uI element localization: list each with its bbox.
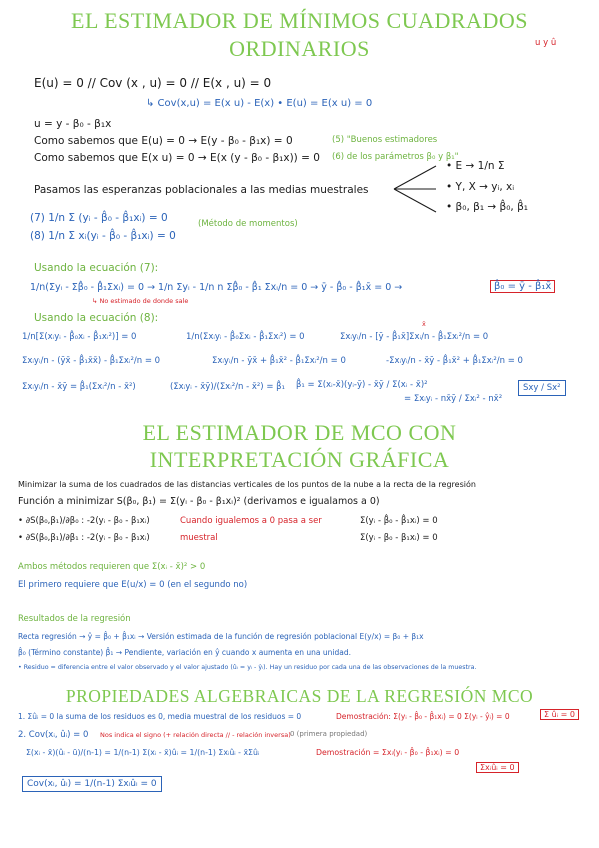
bullet-expectation: • E → 1/n Σ	[446, 160, 505, 172]
moment-condition-6: Como sabemos que E(x u) = 0 → E(x (y - β₀ - β₁x)) = 0	[34, 152, 320, 164]
error-definition: u = y - β₀ - β₁x	[34, 118, 112, 130]
bullet-parameters: • β₀, β₁ → β̂₀, β̂₁	[446, 201, 528, 213]
derivation-8-note: x̄	[422, 320, 426, 328]
property-2-first-property: 0 (primera propiedad)	[290, 730, 368, 738]
heading-equation-8: Usando la ecuación (8):	[34, 312, 159, 324]
derivation-8-row2-a: Σxᵢyᵢ/n - (ȳx̄ - β̂₁x̄x̄) - β̂₁Σxᵢ²/n = 0	[22, 356, 161, 366]
derivation-8-row2-c: -Σxᵢyᵢ/n - x̄ȳ - β̂₁x̄² + β̂₁Σxᵢ²/n = 0	[386, 356, 523, 366]
derivation-8-row1-a: 1/n[Σ(xᵢyᵢ - β̂₀xᵢ - β̂₁xᵢ²)] = 0	[22, 332, 137, 342]
property-2-proof: Demostración = Σxᵢ(yᵢ - β̂₀ - β̂₁xᵢ) = 0	[316, 748, 460, 757]
property-2-result: Cov(xᵢ, ûᵢ) = 1/(n-1) Σxᵢûᵢ = 0	[22, 776, 162, 792]
property-1-result: Σ ûᵢ = 0	[540, 709, 579, 720]
derivative-beta0: • ∂S(β₀,β₁)/∂β₀ : -2(yᵢ - β₀ - β₁xᵢ)	[18, 516, 150, 526]
property-1-proof: Demostración: Σ(yᵢ - β̂₀ - β̂₁xᵢ) = 0 Σ(yᵢ - ŷᵢ) = 0	[336, 712, 510, 721]
heading-equation-7: Usando la ecuación (7):	[34, 262, 159, 274]
title-2-line-1: EL ESTIMADOR DE MCO CON	[142, 420, 457, 445]
sample-means-line: Pasamos las esperanzas poblacionales a las medias muestrales	[34, 184, 369, 196]
property-2: 2. Cov(xᵢ, ûᵢ) = 0	[18, 730, 89, 740]
covariance-expansion: ↳ Cov(x,u) = E(x u) - E(x) • E(u) = E(x u) = 0	[146, 98, 373, 109]
moment-note-6: (6) de los parámetros β₀ y β₁"	[332, 152, 459, 162]
property-2-proof-result: Σxᵢûᵢ = 0	[476, 762, 519, 773]
moment-note-5: (5) "Buenos estimadores	[332, 135, 438, 145]
first-method-requirement: El primero requiere que E(u/x) = 0 (en el segundo no)	[18, 580, 248, 590]
derivation-8-row1-c: Σxᵢyᵢ/n - [ȳ - β̂₁x̄]Σxᵢ/n - β̂₁Σxᵢ²/n = 0	[340, 332, 489, 342]
sample-equation-8: (8) 1/n Σ xᵢ(yᵢ - β̂₀ - β̂₁xᵢ) = 0	[30, 230, 176, 242]
derivation-8-row2-b: Σxᵢyᵢ/n - ȳx̄ + β̂₁x̄² - β̂₁Σxᵢ²/n = 0	[212, 356, 346, 366]
title-1-line-2: ORDINARIOS	[229, 36, 370, 61]
bullet-variables: • Y, X → yᵢ, xᵢ	[446, 181, 515, 193]
property-2-expansion: Σ(xᵢ - x̄)(ûᵢ - ū)/(n-1) = 1/(n-1) Σ(xᵢ - x̄)ûᵢ = 1/(n-1) Σxᵢûᵢ - x̄Σûᵢ	[26, 748, 260, 757]
title-1-note: u y û	[535, 38, 557, 48]
assumptions-line: E(u) = 0 // Cov (x , u) = 0 // E(x , u) = 0	[34, 76, 272, 90]
property-2-sign-note: Nos indica el signo (+ relación directa // - relación inversa)	[100, 731, 291, 739]
derivative-note-1: Cuando igualemos a 0 pasa a ser	[180, 516, 322, 526]
derivative-result-2: Σ(yᵢ - β₀ - β₁xᵢ) = 0	[360, 533, 438, 543]
derivation-8-row3-b: (Σxᵢyᵢ - x̄ȳ)/(Σxᵢ²/n - x̄²) = β̂₁	[170, 382, 285, 392]
methods-requirement: Ambos métodos requieren que Σ(xᵢ - x̄)² > 0	[18, 562, 206, 572]
property-1: 1. Σûᵢ = 0 la suma de los residuos es 0, media muestral de los residuos = 0	[18, 712, 302, 721]
regression-results-heading: Resultados de la regresión	[18, 614, 131, 624]
residual-definition: • Residuo = diferencia entre el valor observado y el valor ajustado (ûᵢ = yᵢ - ŷᵢ). Hay un residuo por cada una de las observaciones de la muestra.	[18, 664, 477, 671]
derivation-8-row3-c: β̂₁ = Σ(xᵢ-x̄)(yᵢ-ȳ) - x̄ȳ / Σ(xᵢ - x̄)²	[296, 380, 428, 390]
title-1-line-1: EL ESTIMADOR DE MÍNIMOS CUADRADOS	[71, 8, 528, 33]
title-3: PROPIEDADES ALGEBRAICAS DE LA REGRESIÓN MCO	[65, 686, 534, 706]
moment-condition-5: Como sabemos que E(u) = 0 → E(y - β₀ - β₁x) = 0	[34, 135, 293, 147]
method-of-moments-note: (Método de momentos)	[198, 219, 298, 229]
bracket-arrows	[392, 160, 442, 218]
slope-ratio-box: Sxy / Sx²	[518, 380, 566, 396]
intercept-note: ↳ No estimado de donde sale	[92, 297, 189, 305]
function-to-minimize: Función a minimizar S(β₀, β₁) = Σ(yᵢ - β₀ - β₁xᵢ)² (derivamos e igualamos a 0)	[18, 496, 380, 507]
derivation-8-row3-a: Σxᵢyᵢ/n - x̄ȳ = β̂₁(Σxᵢ²/n - x̄²)	[22, 382, 136, 392]
regression-line: Recta regresión → ŷ = β̂₀ + β̂₁xᵢ → Versión estimada de la función de regresión poblacional E(y/x) = β₀ + β₁x	[18, 632, 424, 641]
minimize-description: Minimizar la suma de los cuadrados de las distancias verticales de los puntos de la nube a la recta de la regresión	[18, 480, 476, 489]
derivative-beta1: • ∂S(β₀,β₁)/∂β₁ : -2(yᵢ - β₀ - β₁xᵢ)	[18, 533, 150, 543]
derivation-8-row1-b: 1/n(Σxᵢyᵢ - β̂₀Σxᵢ - β̂₁Σxᵢ²) = 0	[186, 332, 305, 342]
intercept-result: β̂₀ = ȳ - β̂₁x̄	[490, 280, 555, 293]
coefficients-meaning: β̂₀ (Término constante) β̂₁ → Pendiente, variación en ŷ cuando x aumenta en una unidad.	[18, 648, 351, 657]
title-2-line-2: INTERPRETACIÓN GRÁFICA	[149, 447, 450, 472]
derivative-note-2: muestral	[180, 533, 218, 543]
derivation-8-row3-d: = Σxᵢyᵢ - nx̄ȳ / Σxᵢ² - nx̄²	[404, 394, 503, 404]
derivation-equation-7: 1/n(Σyᵢ - Σβ̂₀ - β̂₁Σxᵢ) = 0 → 1/n Σyᵢ - 1/n n Σβ̂₀ - β̂₁ Σxᵢ/n = 0 → ȳ - β̂₀ - β̂₁x̄ = 0 →	[30, 282, 403, 293]
sample-equation-7: (7) 1/n Σ (yᵢ - β̂₀ - β̂₁xᵢ) = 0	[30, 212, 168, 224]
derivative-result-1: Σ(yᵢ - β̂₀ - β̂₁xᵢ) = 0	[360, 516, 438, 526]
